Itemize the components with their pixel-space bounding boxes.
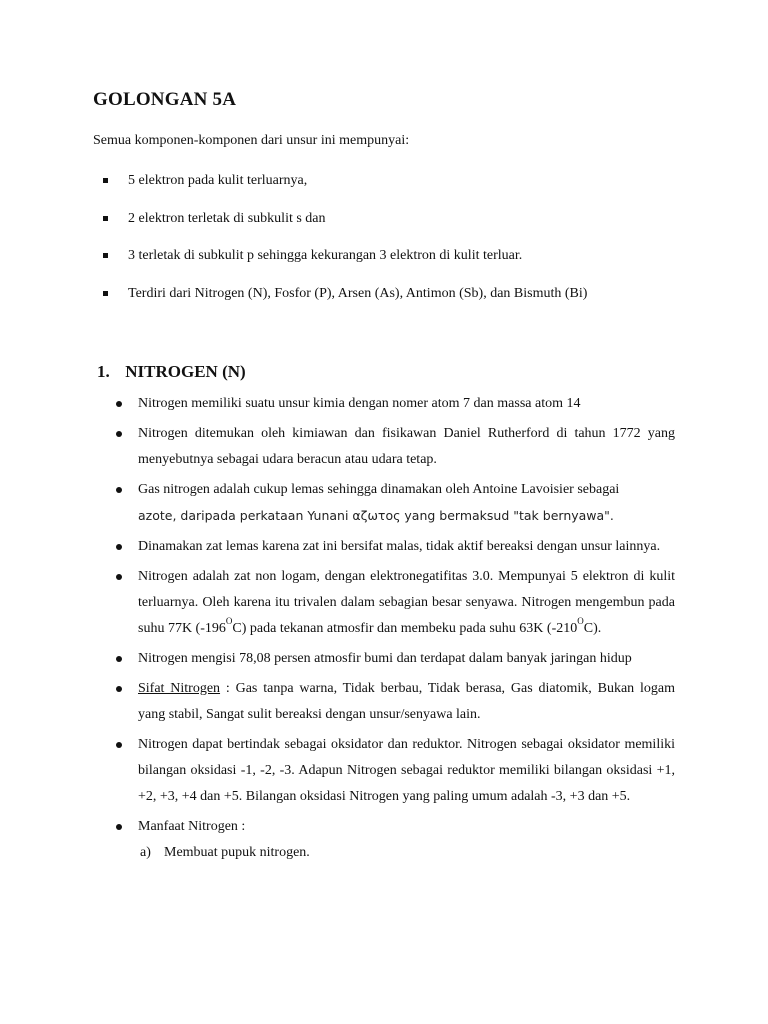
- list-item: a) Membuat pupuk nitrogen.: [140, 845, 310, 860]
- section-heading: [97, 362, 246, 382]
- list-item: Nitrogen ditemukan oleh kimiawan dan fisikawan Daniel Rutherford di tahun 1772 yang menyebutnya sebagai udara beracun atau udara tetap.: [93, 421, 675, 473]
- square-bullet-icon: [103, 253, 108, 258]
- page-title: GOLONGAN 5A: [93, 89, 237, 110]
- section-number: 1.: [97, 362, 110, 381]
- round-bullet-icon: [116, 574, 122, 580]
- list-item: 2 elektron terletak di subkulit s dan: [93, 210, 693, 248]
- round-bullet-icon: [116, 487, 122, 493]
- list-item: Dinamakan zat lemas karena zat ini bersifat malas, tidak aktif bereaksi dengan unsur lainnya.: [93, 534, 675, 560]
- list-item: Nitrogen mengisi 78,08 persen atmosfir bumi dan terdapat dalam banyak jaringan hidup: [93, 646, 675, 672]
- list-item: 3 terletak di subkulit p sehingga kekurangan 3 elektron di kulit terluar.: [93, 247, 693, 285]
- round-bullet-icon: [116, 401, 122, 407]
- round-bullet-icon: [116, 824, 122, 830]
- uses-list: [138, 840, 675, 866]
- list-item: Sifat Nitrogen : Gas tanpa warna, Tidak berbau, Tidak berasa, Gas diatomik, Bukan logam yang stabil, Sangat sulit bereaksi dengan unsur/senyawa lain.: [93, 676, 675, 728]
- list-item: Terdiri dari Nitrogen (N), Fosfor (P), Arsen (As), Antimon (Sb), dan Bismuth (Bi): [93, 285, 693, 323]
- square-bullet-icon: [103, 291, 108, 296]
- round-bullet-icon: [116, 544, 122, 550]
- square-bullet-icon: [103, 216, 108, 221]
- list-item: Nitrogen memiliki suatu unsur kimia dengan nomer atom 7 dan massa atom 14: [93, 391, 675, 417]
- properties-list: [93, 172, 693, 322]
- round-bullet-icon: [116, 431, 122, 437]
- round-bullet-icon: [116, 656, 122, 662]
- list-item: Nitrogen adalah zat non logam, dengan elektronegatifitas 3.0. Mempunyai 5 elektron di kulit terluarnya. Oleh karena itu trivalen dalam sebagian besar senyawa. Nitrogen mengembun pada suhu 77K $(-196^OC)$ pada tekanan atmosfir dan membeku pada suhu 63K $(-210^OC)$.: [93, 564, 675, 642]
- list-item: 5 elektron pada kulit terluarnya,: [93, 172, 693, 210]
- square-bullet-icon: [103, 178, 108, 183]
- list-item: Manfaat Nitrogen : a) Membuat pupuk nitrogen.: [93, 814, 675, 866]
- round-bullet-icon: [116, 686, 122, 692]
- round-bullet-icon: [116, 742, 122, 748]
- sifat-nitrogen-label: Sifat Nitrogen: [138, 681, 221, 696]
- list-item: Nitrogen dapat bertindak sebagai oksidator dan reduktor. Nitrogen sebagai oksidator memiliki bilangan oksidasi -1, -2, -3. Adapun Nitrogen sebagai reduktor memiliki bilangan oksidasi +1, +2, +3, +4 dan +5. Bilangan oksidasi Nitrogen yang paling umum adalah -3, +3 dan +5.: [93, 732, 675, 810]
- section-title: NITROGEN (N): [125, 362, 246, 381]
- nitrogen-facts-list: [93, 391, 675, 870]
- intro-text: Semua komponen-komponen dari unsur ini mempunyai:: [93, 133, 410, 148]
- list-item: Gas nitrogen adalah cukup lemas sehingga dinamakan oleh Antoine Lavoisier sebagai azote, daripada perkataan Yunani αζωτος yang bermaksud "tak bernyawa".: [93, 477, 675, 530]
